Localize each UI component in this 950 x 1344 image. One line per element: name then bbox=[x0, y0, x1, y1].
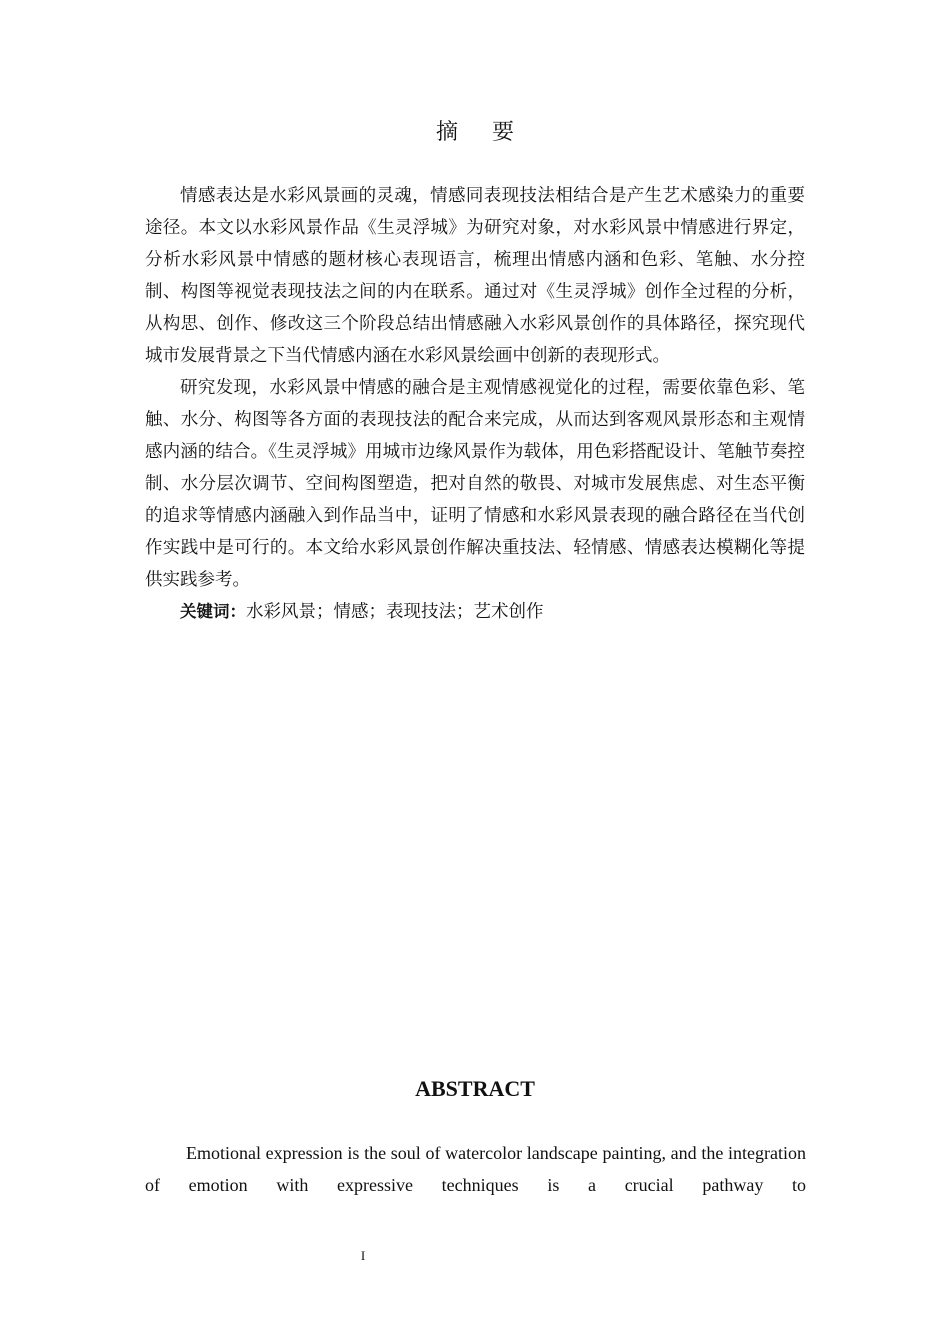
page-number: I bbox=[360, 1248, 366, 1263]
abstract-paragraph-cn-2: 研究发现，水彩风景中情感的融合是主观情感视觉化的过程，需要依靠色彩、笔触、水分、构图等各方面的表现技法的配合来完成，从而达到客观风景形态和主观情感内涵的结合。《生灵浮城》用城市边缘风景作为载体，用色彩搭配设计、笔触节奏控制、水分层次调节、空间构图塑造，把对自然的敬畏、对城市发展焦虑、对生态平衡的追求等情感内涵融入到作品当中，证明了情感和水彩风景表现的融合路径在当代创作实践中是可行的。本文给水彩风景创作解决重技法、轻情感、情感表达模糊化等提供实践参考。 bbox=[145, 378, 805, 590]
keywords-label: 关键词： bbox=[180, 602, 246, 621]
abstract-body-en bbox=[145, 1137, 806, 1201]
keywords-line bbox=[145, 596, 805, 628]
abstract-title-cn: 摘要 bbox=[435, 120, 548, 145]
abstract-paragraph-cn-1: 情感表达是水彩风景画的灵魂，情感同表现技法相结合是产生艺术感染力的重要途径。本文以水彩风景作品《生灵浮城》为研究对象，对水彩风景中情感进行界定，分析水彩风景中情感的题材核心表现语言，梳理出情感内涵和色彩、笔触、水分控制、构图等视觉表现技法之间的内在联系。通过对《生灵浮城》创作全过程的分析，从构思、创作、修改这三个阶段总结出情感融入水彩风景创作的具体路径，探究现代城市发展背景之下当代情感内涵在水彩风景绘画中创新的表现形式。 bbox=[145, 186, 805, 366]
abstract-body-cn bbox=[145, 180, 805, 628]
keywords-text: 水彩风景；情感；表现技法；艺术创作 bbox=[246, 602, 544, 622]
abstract-paragraph-en-1: Emotional expression is the soul of watercolor landscape painting, and the integration of emotion with expressive techniques is a crucial pathway to bbox=[145, 1143, 806, 1195]
abstract-title-en: ABSTRACT bbox=[415, 1076, 535, 1101]
